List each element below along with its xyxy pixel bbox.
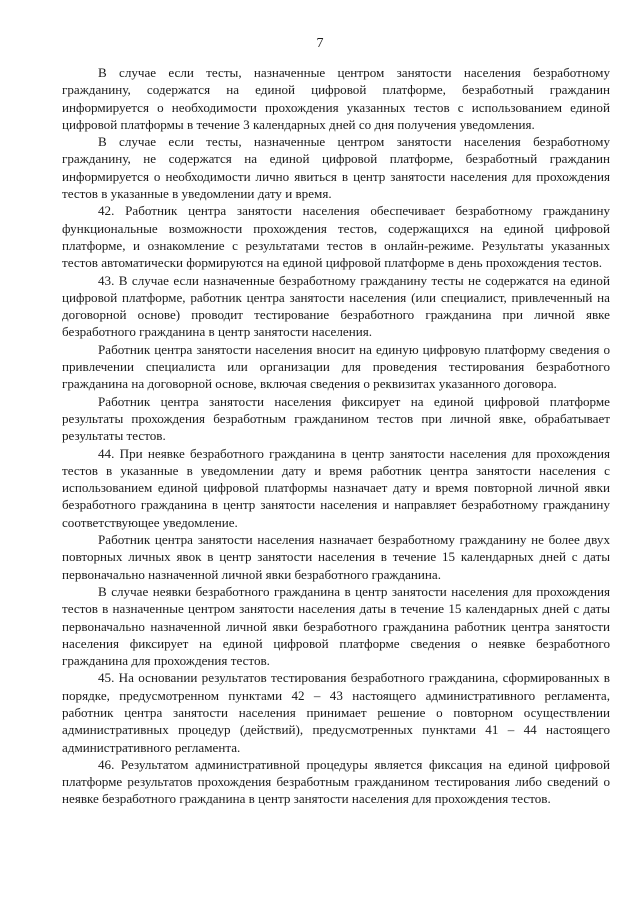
paragraph-repeat-visits: Работник центра занятости населения назначает безработному гражданину не более двух повторных личных явок в центр занятости населения в течение 15 календарных дней с даты первоначально назначенной личной явки безработного гражданина. (62, 532, 610, 582)
paragraph-tests-not-on-platform: В случае если тесты, назначенные центром занятости населения безработному гражданину, не содержатся на единой цифровой платформе, безработный гражданин информируется о необходимости лично явиться в центр занятости населения для прохождения тестов в указанные в уведомлении дату и время. (62, 134, 610, 202)
paragraph-item-42: 42. Работник центра занятости населения обеспечивает безработному гражданину функциональные возможности прохождения тестов, содержащихся на единой цифровой платформе, и ознакомление с результатами тестов в онлайн-режиме. Результаты указанных тестов автоматически формируются на единой цифровой платформе в день прохождения тестов. (62, 203, 610, 271)
paragraph-item-44: 44. При неявке безработного гражданина в центр занятости населения для прохождения тестов в указанные в уведомлении дату и время работник центра занятости населения с использованием единой цифровой платформы назначает дату и время повторной личной явки безработного гражданина в центр занятости населения и направляет безработному гражданину соответствующее уведомление. (62, 445, 610, 530)
page-number: 7 (316, 36, 324, 51)
paragraph-non-attendance: В случае неявки безработного гражданина в центр занятости населения для прохождения тестов в назначенные центром занятости населения даты в течение 15 календарных дней с даты первоначально назначенной личной явки безработного гражданина работник центра занятости населения фиксирует на единой цифровой платформе сведения о неявке безработного гражданина для прохождения тестов. (62, 583, 610, 669)
paragraph-specialist-info: Работник центра занятости населения вносит на единую цифровую платформу сведения о привлечении специалиста или организации для проведения тестирования безработного гражданина на договорной основе, включая сведения о реквизитах указанного договора. (62, 341, 610, 392)
paragraph-tests-on-platform: В случае если тесты, назначенные центром занятости населения безработному гражданину, содержатся на единой цифровой платформе, безработный гражданин информируется о необходимости прохождения указанных тестов с использованием единой цифровой платформы в течение 3 календарных дней со дня получения уведомления. (62, 65, 610, 132)
document-body (62, 64, 610, 808)
paragraph-item-43: 43. В случае если назначенные безработному гражданину тесты не содержатся на единой цифровой платформе, работник центра занятости населения (или специалист, привлеченный на договорной основе) проводит тестирование безработного гражданина при личной явке безработного гражданина в центр занятости населения. (62, 272, 610, 340)
paragraph-results-fixation: Работник центра занятости населения фиксирует на единой цифровой платформе результаты прохождения безработным гражданином тестов при личной явке, обрабатывает результаты тестов. (62, 393, 610, 444)
paragraph-item-45: 45. На основании результатов тестирования безработного гражданина, сформированных в порядке, предусмотренном пунктами 42 – 43 настоящего административного регламента, работник центра занятости населения принимает решение о повторном осуществлении административных процедур (действий), предусмотренных пунктами 41 – 44 настоящего административного регламента. (62, 670, 610, 755)
paragraph-item-46: 46. Результатом административной процедуры является фиксация на единой цифровой платформе результатов прохождения безработным гражданином тестирования либо сведений о неявке безработного гражданина в центр занятости населения для прохождения тестов. (62, 756, 610, 807)
